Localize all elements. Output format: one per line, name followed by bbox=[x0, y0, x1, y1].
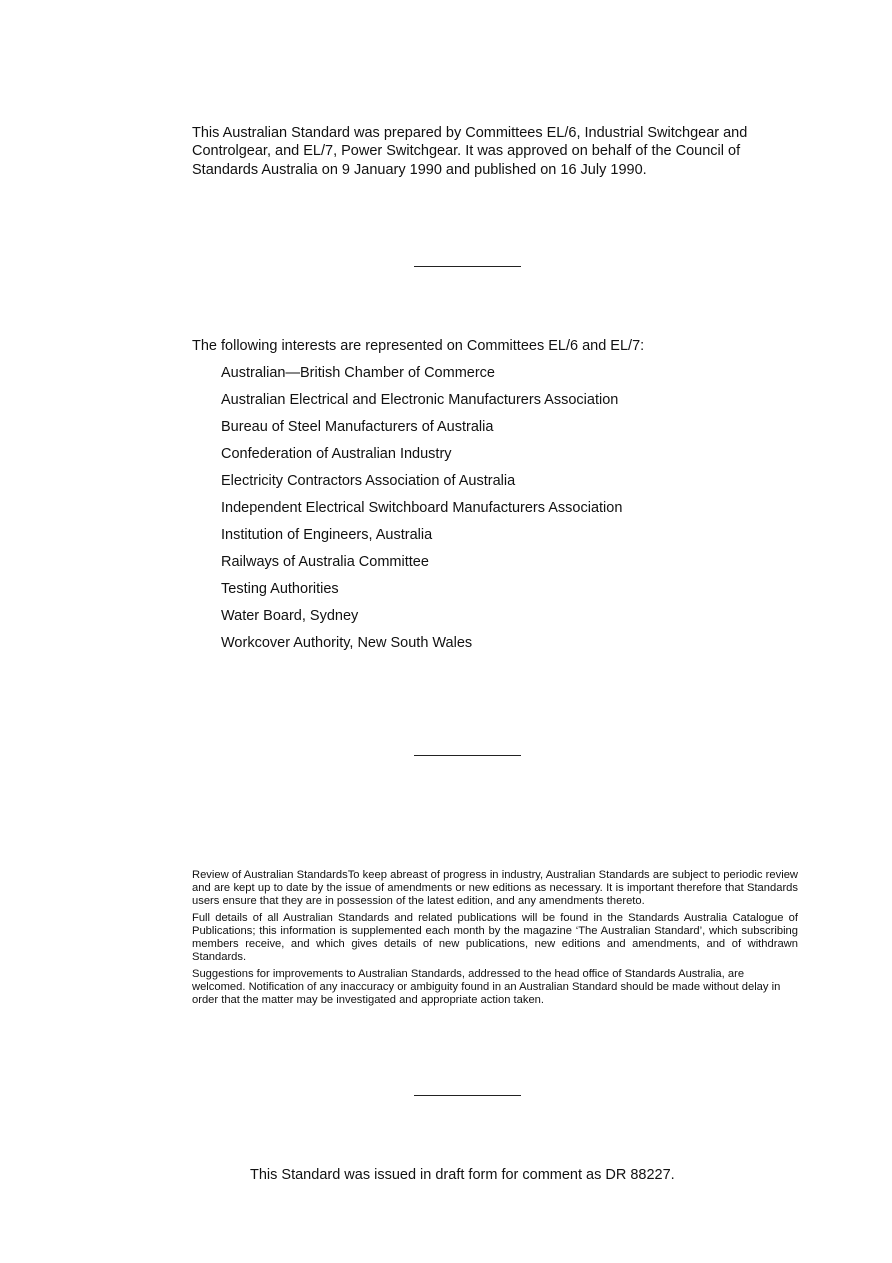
review-paragraph bbox=[192, 869, 798, 908]
draft-notice: This Standard was issued in draft form for comment as DR 88227. bbox=[250, 1167, 675, 1183]
list-item: Confederation of Australian Industry bbox=[221, 446, 452, 462]
list-item: Australian Electrical and Electronic Manufacturers Association bbox=[221, 392, 619, 408]
list-item: Institution of Engineers, Australia bbox=[221, 527, 433, 543]
preparation-statement: This Australian Standard was prepared by Committees EL/6, Industrial Switchgear and Controlgear, and EL/7, Power Switchgear. It was approved on behalf of the Council of Standards Australia on 9 January 1990 and published on 16 July 1990. bbox=[192, 125, 748, 178]
list-item: Railways of Australia Committee bbox=[221, 554, 429, 570]
interests-intro: The following interests are represented on Committees EL/6 and EL/7: bbox=[192, 338, 645, 354]
separator-rule bbox=[414, 1095, 521, 1096]
separator-rule bbox=[414, 755, 521, 756]
list-item: Bureau of Steel Manufacturers of Australia bbox=[221, 419, 494, 435]
review-notice bbox=[192, 869, 798, 1011]
list-item: Workcover Authority, New South Wales bbox=[221, 635, 473, 651]
list-item: Australian—British Chamber of Commerce bbox=[221, 365, 495, 381]
interests-list bbox=[221, 364, 622, 661]
review-heading: Review of Australian Standards bbox=[192, 869, 348, 881]
list-item: Electricity Contractors Association of Australia bbox=[221, 473, 516, 489]
list-item: Water Board, Sydney bbox=[221, 608, 359, 624]
suggestions-paragraph: Suggestions for improvements to Australian Standards, addressed to the head office of Standards Australia, are welcomed. Notification of any inaccuracy or ambiguity found in an Australian Standard should be made without delay in order that the matter may be investigated and appropriate action taken. bbox=[192, 968, 781, 1006]
review-paragraph-body: To keep abreast of progress in industry, Australian Standards are subject to periodic review and are kept up to date by the issue of amendments or new editions as necessary. It is important therefore that Standards users ensure that they are in possession of the latest edition, and any amendments thereto. bbox=[192, 869, 798, 907]
separator-rule bbox=[414, 266, 521, 267]
catalogue-paragraph: Full details of all Australian Standards and related publications will be found in the Standards Australia Catalogue of Publications; this information is supplemented each month by the magazine ‘The Australian Standard’, which subscribing members receive, and which gives details of new publications, new editions and amendments, and of withdrawn Standards. bbox=[192, 912, 798, 963]
list-item: Independent Electrical Switchboard Manufacturers Association bbox=[221, 500, 623, 516]
list-item: Testing Authorities bbox=[221, 581, 339, 597]
